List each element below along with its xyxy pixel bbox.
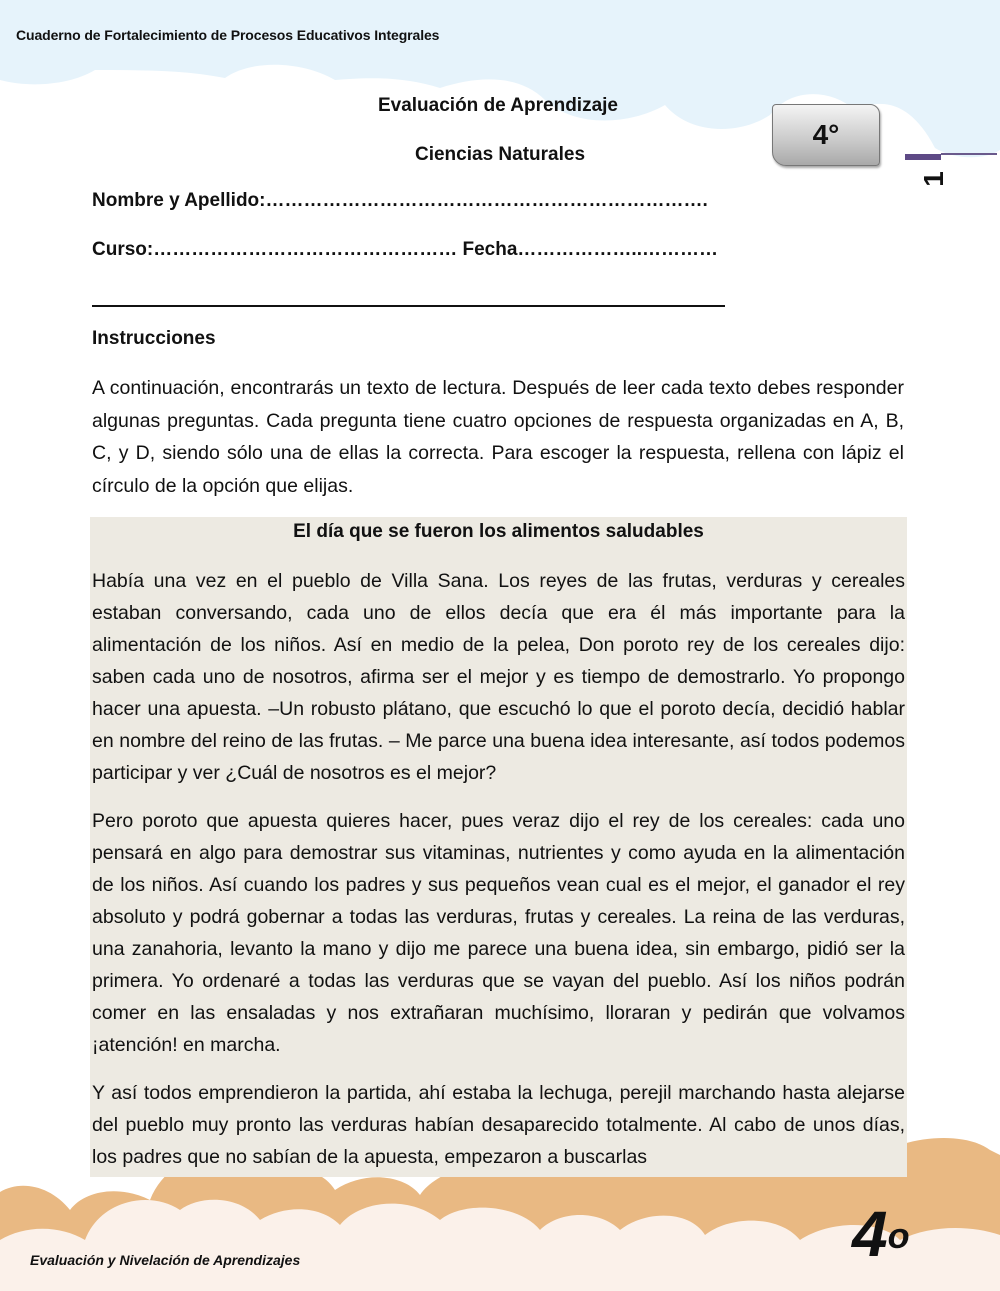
reading-title: El día que se fueron los alimentos saludables [293, 521, 704, 542]
page-number: 1 [918, 171, 949, 187]
reading-passage-box [90, 517, 907, 1177]
instructions-heading: Instrucciones [92, 328, 216, 349]
footer-grade-label [852, 1198, 910, 1270]
page-marker-bar [905, 152, 997, 160]
name-field[interactable]: Nombre y Apellido:……………………………………………………………. [92, 190, 708, 211]
evaluation-title: Evaluación de Aprendizaje [377, 95, 619, 116]
series-title: Cuaderno de Fortalecimiento de Procesos Educativos Integrales [16, 27, 440, 43]
page-marker-thin [941, 153, 997, 155]
course-date-field[interactable]: Curso:………………………………………… Fecha………………..………… [92, 239, 718, 260]
subject-title: Ciencias Naturales [414, 144, 586, 165]
footer-title: Evaluación y Nivelación de Aprendizajes [30, 1252, 301, 1268]
instructions-text: A continuación, encontrarás un texto de lectura. Después de leer cada texto debes responder algunas preguntas. Cada pregunta tiene cuatro opciones de respuesta organizadas en A, B, C, y D, siendo sólo una de ellas la correcta. Para escoger la respuesta, rellena con lápiz el círculo de la opción que elijas. [92, 377, 904, 497]
reading-paragraph: Pero poroto que apuesta quieres hacer, pues veraz dijo el rey de los cereales: cada uno pensará en algo para demostrar sus vitaminas, nutrientes y como ayuda en la alimentación de los niños. Así cuando los padres y sus pequeños vean cual es el mejor, el ganador el rey absoluto y podrá gobernar a todas las verduras, frutas y cereales. La reina de las verduras, una zanahoria, levanto la mano y dijo me parece una buena idea, sin embargo, pidió ser la primera. Yo ordenaré a todas las verduras que se vayan del pueblo. Así los niños podrán comer en las ensaladas y nos extrañaran muchísimo, lloraran y pedirán que volvamos ¡atención! en marcha. [92, 810, 905, 1056]
footer-grade-number: 4 [852, 1198, 888, 1270]
reading-paragraph: Y así todos emprendieron la partida, ahí estaba la lechuga, perejil marchando hasta alejarse del pueblo muy pronto las verduras habían desaparecido totalmente. Al cabo de unos días, los padres que no sabían de la apuesta, empezaron a buscarlas [92, 1082, 905, 1168]
reading-paragraph: Había una vez en el pueblo de Villa Sana. Los reyes de las frutas, verduras y cereales estaban conversando, cada uno de ellos decía que era él más importante para la alimentación de los niños. Así en medio de la pelea, Don poroto rey de los cereales dijo: saben cada uno de nosotros, afirma ser el mejor y es tiempo de demostrarlo. Yo propongo hacer una apuesta. –Un robusto plátano, que escuchó lo que el poroto decía, decidió hablar en nombre del reino de las frutas. – Me parce una buena idea interesante, así todos podemos participar y ver ¿Cuál de nosotros es el mejor? [92, 570, 905, 784]
section-divider [92, 305, 725, 307]
page-marker-thick [905, 154, 941, 160]
grade-badge-label: 4° [812, 119, 840, 150]
footer-grade-degree: o [887, 1215, 910, 1256]
grade-badge [772, 104, 880, 166]
